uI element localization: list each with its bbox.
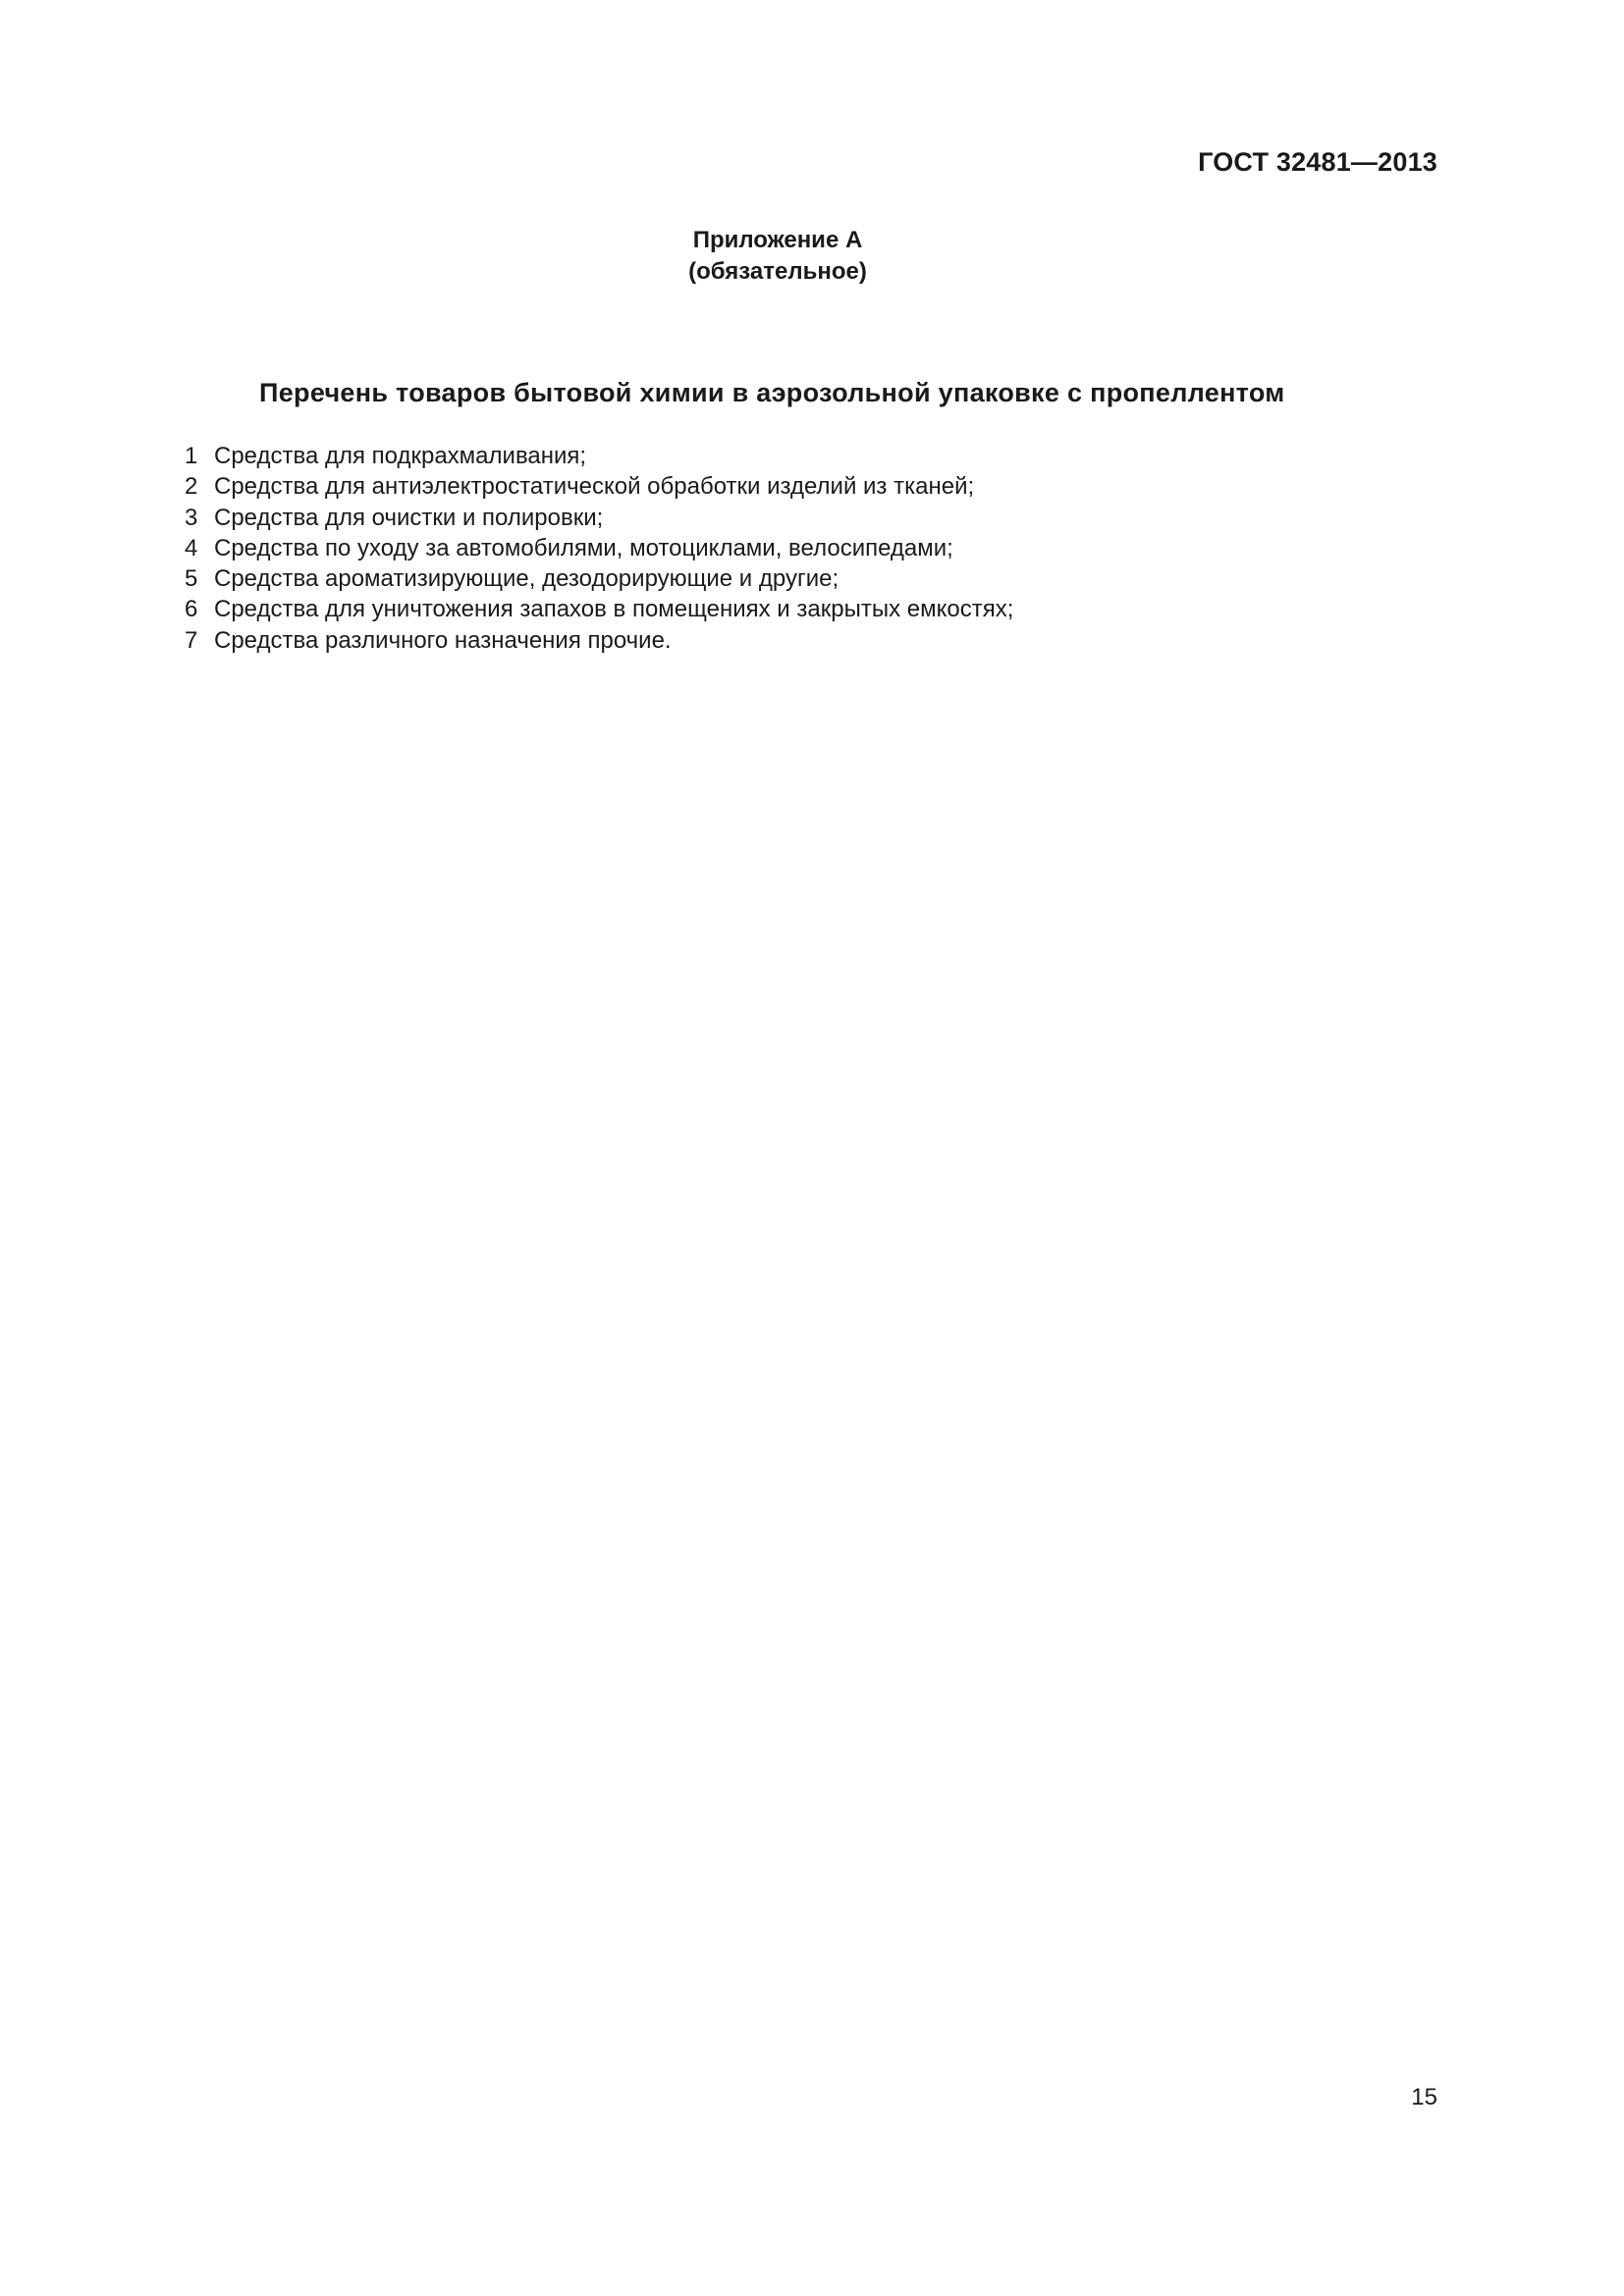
list-item-text: Средства для уничтожения запахов в помещениях и закрытых емкостях; <box>214 596 1014 623</box>
list-item-text: Средства различного назначения прочие. <box>214 626 672 654</box>
list-item-text: Средства для очистки и полировки; <box>214 504 604 531</box>
list-item <box>185 594 1013 624</box>
list-item-number: 2 <box>185 473 198 501</box>
list-item <box>185 471 1013 502</box>
list-item-number: 4 <box>185 534 198 561</box>
document-code: ГОСТ 32481—2013 <box>1198 147 1437 177</box>
list-item-number: 3 <box>185 504 198 531</box>
section-title: Перечень товаров бытовой химии в аэрозольной упаковке с пропеллентом <box>259 378 1285 407</box>
list-item-number: 5 <box>185 565 198 593</box>
list-item-number: 6 <box>185 596 198 623</box>
product-list <box>185 441 1013 656</box>
list-item-number: 7 <box>185 626 198 654</box>
list-item-text: Средства по уходу за автомобилями, мотоциклами, велосипедами; <box>214 534 953 561</box>
list-item <box>185 503 1013 533</box>
list-item-number: 1 <box>185 443 198 469</box>
list-item <box>185 625 1013 656</box>
list-item <box>185 533 1013 563</box>
list-item <box>185 563 1013 594</box>
list-item-text: Средства ароматизирующие, дезодорирующие и другие; <box>214 565 839 593</box>
list-item <box>185 441 1013 471</box>
appendix-title: Приложение А <box>692 227 863 253</box>
list-item-text: Средства для антиэлектростатической обработки изделий из тканей; <box>214 473 975 501</box>
list-item-text: Средства для подкрахмаливания; <box>214 443 587 469</box>
appendix-status: (обязательное) <box>688 258 867 285</box>
page-number: 15 <box>1411 2084 1437 2110</box>
